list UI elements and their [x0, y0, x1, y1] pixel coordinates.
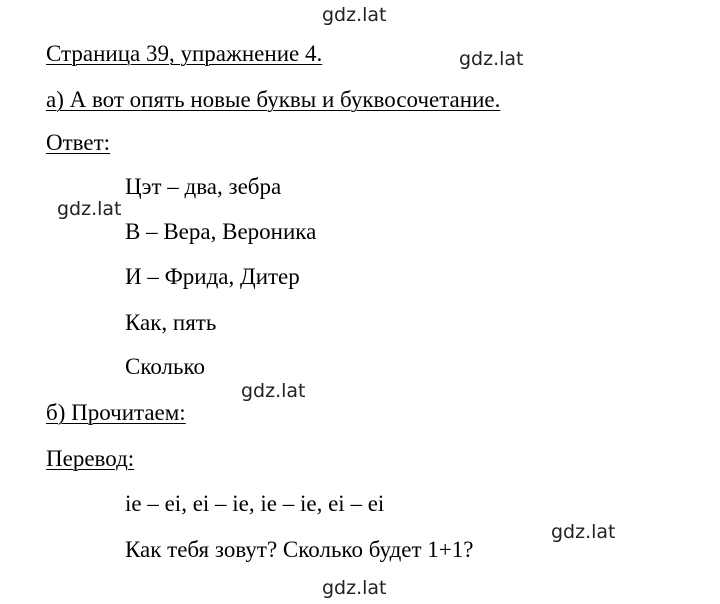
answer-line-2: В – Вера, Вероника — [125, 219, 317, 244]
watermark: gdz.lat — [322, 577, 387, 599]
translation-line-2: Как тебя зовут? Сколько будет 1+1? — [125, 537, 474, 562]
answer-label: Ответ: — [46, 130, 111, 155]
answer-line-4: Как, пять — [125, 310, 217, 335]
section-b-title: б) Прочитаем: — [46, 400, 186, 425]
watermark: gdz.lat — [57, 198, 122, 220]
answer-line-5: Сколько — [125, 354, 206, 379]
watermark: gdz.lat — [241, 380, 306, 402]
answer-line-1: Цэт – два, зебра — [125, 174, 282, 199]
translation-line-1: ie – ei, ei – ie, ie – ie, ei – ei — [125, 491, 385, 516]
page-header: Страница 39, упражнение 4. — [46, 41, 323, 66]
answer-line-3: И – Фрида, Дитер — [125, 264, 300, 289]
section-a-title: а) А вот опять новые буквы и буквосочетание. — [46, 87, 501, 112]
watermark: gdz.lat — [551, 521, 616, 543]
watermark: gdz.lat — [322, 4, 387, 26]
watermark: gdz.lat — [459, 48, 524, 70]
translation-label: Перевод: — [46, 446, 135, 471]
